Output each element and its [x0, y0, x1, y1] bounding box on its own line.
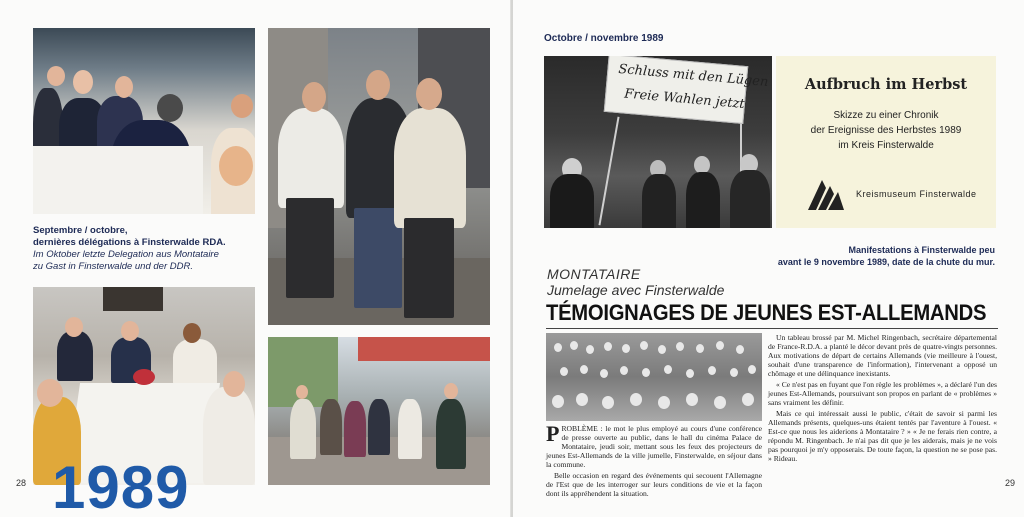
photo-audience: [546, 333, 762, 421]
caption-title-line1: Septembre / octobre,: [33, 225, 128, 236]
caption-german-line2: zu Gast in Finsterwalde und der DDR.: [33, 261, 193, 272]
banner-text-line2: Freie Wahlen jetzt: [623, 86, 746, 113]
photo-demonstration-banner: [544, 56, 772, 228]
article-kicker-town: MONTATAIRE: [547, 266, 641, 282]
article-column-2: [768, 333, 997, 465]
left-caption: [33, 225, 258, 273]
date-heading: Octobre / novembre 1989: [544, 33, 664, 44]
headline-rule: [546, 328, 998, 329]
chronicle-box: [776, 56, 996, 228]
box-subtitle: [776, 108, 996, 153]
article-paragraph-2: Belle occasion en regard des événements qui secouent l'Allemagne de l'Est que de les interroger sur leurs conditions de vie et la façon dont ils appréhendent la situation.: [546, 471, 762, 498]
protest-banner: [604, 56, 769, 124]
demonstration-caption-line1: Manifestations à Finsterwalde peu: [848, 245, 995, 255]
demonstration-caption-line2: avant le 9 novembre 1989, date de la chute du mur.: [777, 257, 995, 267]
page-number-right: 29: [1005, 478, 1016, 488]
caption-german-line1: Im Oktober letzte Delegation aus Montataire: [33, 249, 219, 260]
box-subtitle-line2: der Ereignisse des Herbstes 1989: [810, 125, 962, 136]
right-page: [513, 0, 1024, 517]
article-paragraph-4: « Ce n'est pas en fuyant que l'on règle les problèmes », a déclaré l'un des jeunes Est-Allemands, poursuivant son propos en parlant de « problèmes » sans vraiment les définir.: [768, 380, 997, 407]
article-headline: TÉMOIGNAGES DE JEUNES EST-ALLEMANDS: [546, 300, 987, 325]
photo-group-walking: [268, 337, 490, 485]
article-paragraph-5: Mais ce qui intéressait aussi le public, c'était de savoir si parmi les Allemands présents, quelques-uns étaient tentés par l'aventure à l'ouest. « Est-ce que nous les aiderions à Montataire ? » « Je ne ferais rien contre, a répondu M. Ringenbach. Je n'ai pas dit que je les aiderais, mais je ne vois pas pourquoi je m'y opposerais. De toute façon, la question ne se pose pas. » Rideau.: [768, 409, 997, 463]
year-heading: 1989: [52, 454, 190, 517]
photo-delegation-dinner: [33, 28, 255, 214]
demonstration-caption: [695, 244, 995, 268]
museum-logo-icon: [808, 180, 848, 210]
article-column-1: [546, 421, 762, 500]
article-paragraph-1: ROBLÈME : le mot le plus employé au cours d'une conférence de presse ouverte au public, dans le hall du cinéma Palace de Montataire, jeudi soir, mettant sous les feux des projecteurs de jeunes Est-Allemands de la ville jumelle, Finsterwalde, en séjour dans la commune.: [546, 424, 762, 469]
article-paragraph-3: Un tableau brossé par M. Michel Ringenbach, secrétaire départemental de France-R.D.A. a planté le décor devant près de quatre-vingts personnes. Aux motivations de départ de certains Allemands (vie meilleure à l'ouest, souhait d'une transparence de l'information), l'intervenant a opposé un chômage et une délinquance inexistants.: [768, 333, 997, 378]
photo-three-men-street: [268, 28, 490, 325]
box-title: Aufbruch im Herbst: [804, 76, 968, 93]
caption-title-line2: dernières délégations à Finsterwalde RDA.: [33, 237, 226, 248]
drop-cap: P: [546, 421, 560, 446]
article-kicker-twinning: Jumelage avec Finsterwalde: [547, 282, 725, 298]
banner-text-line1: Schluss mit den Lügen: [617, 61, 769, 90]
box-subtitle-line3: im Kreis Finsterwalde: [838, 140, 934, 151]
left-page: [0, 0, 511, 517]
box-subtitle-line1: Skizze zu einer Chronik: [833, 110, 939, 121]
museum-name: Kreismuseum Finsterwalde: [856, 189, 977, 199]
page-number-left: 28: [16, 478, 27, 488]
